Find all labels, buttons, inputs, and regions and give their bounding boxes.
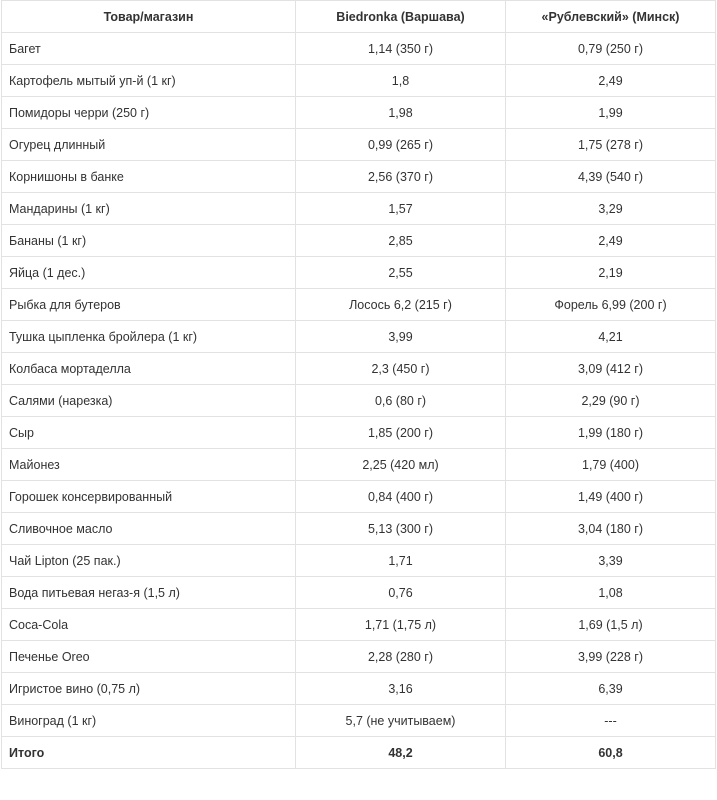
total-label-cell: Итого — [2, 737, 296, 769]
rublevsky-price-cell: 1,08 — [506, 577, 716, 609]
table-header-row — [2, 1, 716, 33]
rublevsky-price-cell: 1,69 (1,5 л) — [506, 609, 716, 641]
product-cell: Помидоры черри (250 г) — [2, 97, 296, 129]
total-biedronka-cell: 48,2 — [296, 737, 506, 769]
product-cell: Бананы (1 кг) — [2, 225, 296, 257]
rublevsky-price-cell: Форель 6,99 (200 г) — [506, 289, 716, 321]
biedronka-price-cell: 2,85 — [296, 225, 506, 257]
table-row — [2, 417, 716, 449]
table-row — [2, 449, 716, 481]
product-cell: Багет — [2, 33, 296, 65]
biedronka-price-cell: 3,16 — [296, 673, 506, 705]
table-row — [2, 289, 716, 321]
table-row — [2, 97, 716, 129]
biedronka-price-cell: 0,99 (265 г) — [296, 129, 506, 161]
product-cell: Чай Lipton (25 пак.) — [2, 545, 296, 577]
table-row — [2, 577, 716, 609]
price-comparison-table — [1, 0, 716, 769]
biedronka-price-cell: 2,55 — [296, 257, 506, 289]
table-row — [2, 513, 716, 545]
header-product: Товар/магазин — [2, 1, 296, 33]
header-biedronka: Biedronka (Варшава) — [296, 1, 506, 33]
rublevsky-price-cell: 3,29 — [506, 193, 716, 225]
biedronka-price-cell: 0,76 — [296, 577, 506, 609]
biedronka-price-cell: 2,3 (450 г) — [296, 353, 506, 385]
rublevsky-price-cell: 2,49 — [506, 65, 716, 97]
rublevsky-price-cell: 3,39 — [506, 545, 716, 577]
product-cell: Мандарины (1 кг) — [2, 193, 296, 225]
rublevsky-price-cell: 2,29 (90 г) — [506, 385, 716, 417]
biedronka-price-cell: 2,25 (420 мл) — [296, 449, 506, 481]
product-cell: Картофель мытый уп-й (1 кг) — [2, 65, 296, 97]
table-row — [2, 641, 716, 673]
header-rublevsky: «Рублевский» (Минск) — [506, 1, 716, 33]
product-cell: Рыбка для бутеров — [2, 289, 296, 321]
product-cell: Огурец длинный — [2, 129, 296, 161]
product-cell: Колбаса мортаделла — [2, 353, 296, 385]
biedronka-price-cell: 5,13 (300 г) — [296, 513, 506, 545]
product-cell: Корнишоны в банке — [2, 161, 296, 193]
table-row — [2, 705, 716, 737]
product-cell: Печенье Oreo — [2, 641, 296, 673]
biedronka-price-cell: 5,7 (не учитываем) — [296, 705, 506, 737]
total-row — [2, 737, 716, 769]
biedronka-price-cell: 1,8 — [296, 65, 506, 97]
rublevsky-price-cell: 2,49 — [506, 225, 716, 257]
product-cell: Майонез — [2, 449, 296, 481]
rublevsky-price-cell: 1,75 (278 г) — [506, 129, 716, 161]
table-row — [2, 65, 716, 97]
biedronka-price-cell: 3,99 — [296, 321, 506, 353]
rublevsky-price-cell: 4,39 (540 г) — [506, 161, 716, 193]
rublevsky-price-cell: 3,99 (228 г) — [506, 641, 716, 673]
rublevsky-price-cell: 1,99 (180 г) — [506, 417, 716, 449]
table-row — [2, 161, 716, 193]
biedronka-price-cell: 1,57 — [296, 193, 506, 225]
biedronka-price-cell: 1,14 (350 г) — [296, 33, 506, 65]
product-cell: Тушка цыпленка бройлера (1 кг) — [2, 321, 296, 353]
table-row — [2, 385, 716, 417]
biedronka-price-cell: 0,84 (400 г) — [296, 481, 506, 513]
rublevsky-price-cell: 6,39 — [506, 673, 716, 705]
product-cell: Виноград (1 кг) — [2, 705, 296, 737]
product-cell: Яйца (1 дес.) — [2, 257, 296, 289]
rublevsky-price-cell: 2,19 — [506, 257, 716, 289]
table-row — [2, 609, 716, 641]
product-cell: Игристое вино (0,75 л) — [2, 673, 296, 705]
product-cell: Горошек консервированный — [2, 481, 296, 513]
table-row — [2, 225, 716, 257]
rublevsky-price-cell: 4,21 — [506, 321, 716, 353]
table-row — [2, 673, 716, 705]
rublevsky-price-cell: 1,79 (400) — [506, 449, 716, 481]
biedronka-price-cell: 0,6 (80 г) — [296, 385, 506, 417]
table-row — [2, 193, 716, 225]
product-cell: Сливочное масло — [2, 513, 296, 545]
rublevsky-price-cell: --- — [506, 705, 716, 737]
rublevsky-price-cell: 1,99 — [506, 97, 716, 129]
product-cell: Coca-Cola — [2, 609, 296, 641]
rublevsky-price-cell: 0,79 (250 г) — [506, 33, 716, 65]
biedronka-price-cell: 1,71 (1,75 л) — [296, 609, 506, 641]
rublevsky-price-cell: 3,09 (412 г) — [506, 353, 716, 385]
biedronka-price-cell: 1,71 — [296, 545, 506, 577]
biedronka-price-cell: 1,98 — [296, 97, 506, 129]
product-cell: Салями (нарезка) — [2, 385, 296, 417]
biedronka-price-cell: Лосось 6,2 (215 г) — [296, 289, 506, 321]
table-row — [2, 129, 716, 161]
table-row — [2, 321, 716, 353]
table-row — [2, 33, 716, 65]
biedronka-price-cell: 2,28 (280 г) — [296, 641, 506, 673]
biedronka-price-cell: 1,85 (200 г) — [296, 417, 506, 449]
total-rublevsky-cell: 60,8 — [506, 737, 716, 769]
table-row — [2, 545, 716, 577]
product-cell: Сыр — [2, 417, 296, 449]
rublevsky-price-cell: 1,49 (400 г) — [506, 481, 716, 513]
rublevsky-price-cell: 3,04 (180 г) — [506, 513, 716, 545]
biedronka-price-cell: 2,56 (370 г) — [296, 161, 506, 193]
table-row — [2, 353, 716, 385]
table-row — [2, 257, 716, 289]
product-cell: Вода питьевая негаз-я (1,5 л) — [2, 577, 296, 609]
table-row — [2, 481, 716, 513]
